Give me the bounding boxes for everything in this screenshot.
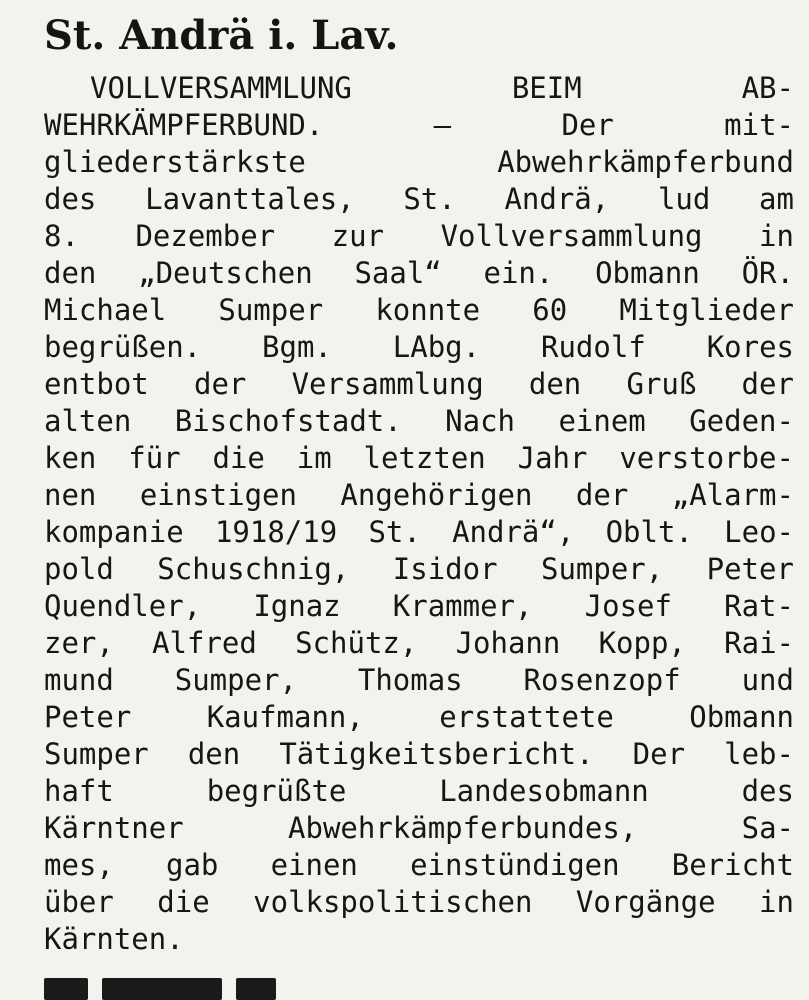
article-line: haft begrüßte Landesobmann des bbox=[44, 774, 794, 808]
article-line: kompanie 1918/19 St. Andrä“, Oblt. Leo- bbox=[44, 515, 794, 549]
article-body bbox=[44, 70, 794, 958]
article-line: 8. Dezember zur Vollversammlung in bbox=[44, 219, 794, 253]
article-line: ken für die im letzten Jahr verstorbe- bbox=[44, 441, 794, 475]
article-line: VOLLVERSAMMLUNG BEIM AB- bbox=[90, 71, 794, 105]
article-line: Michael Sumper konnte 60 Mitglieder bbox=[44, 293, 794, 327]
article-line: Quendler, Ignaz Krammer, Josef Rat- bbox=[44, 589, 794, 623]
article-line: nen einstigen Angehörigen der „Alarm- bbox=[44, 478, 794, 512]
article-line: über die volkspolitischen Vorgänge in bbox=[44, 885, 794, 919]
article-line: begrüßen. Bgm. LAbg. Rudolf Kores bbox=[44, 330, 794, 364]
article-line: Sumper den Tätigkeitsbericht. Der leb- bbox=[44, 737, 794, 771]
article-line: Peter Kaufmann, erstattete Obmann bbox=[44, 700, 794, 734]
article-line: zer, Alfred Schütz, Johann Kopp, Rai- bbox=[44, 626, 794, 660]
article-line: pold Schuschnig, Isidor Sumper, Peter bbox=[44, 552, 794, 586]
article-line: alten Bischofstadt. Nach einem Geden- bbox=[44, 404, 794, 438]
article-line: mes, gab einen einstündigen Bericht bbox=[44, 848, 794, 882]
article-line: mund Sumper, Thomas Rosenzopf und bbox=[44, 663, 794, 697]
article-line: den „Deutschen Saal“ ein. Obmann ÖR. bbox=[44, 256, 794, 290]
article-line: gliederstärkste Abwehrkämpferbund bbox=[44, 145, 794, 179]
article-line: entbot der Versammlung den Gruß der bbox=[44, 367, 794, 401]
cut-off-next-headline bbox=[44, 978, 364, 1000]
article-line: Kärnten. bbox=[44, 922, 184, 956]
article-line: WEHRKÄMPFERBUND. — Der mit- bbox=[44, 108, 794, 142]
article-headline: St. Andrä i. Lav. bbox=[44, 12, 399, 59]
article-line: Kärntner Abwehrkämpferbundes, Sa- bbox=[44, 811, 794, 845]
article-line: des Lavanttales, St. Andrä, lud am bbox=[44, 182, 794, 216]
